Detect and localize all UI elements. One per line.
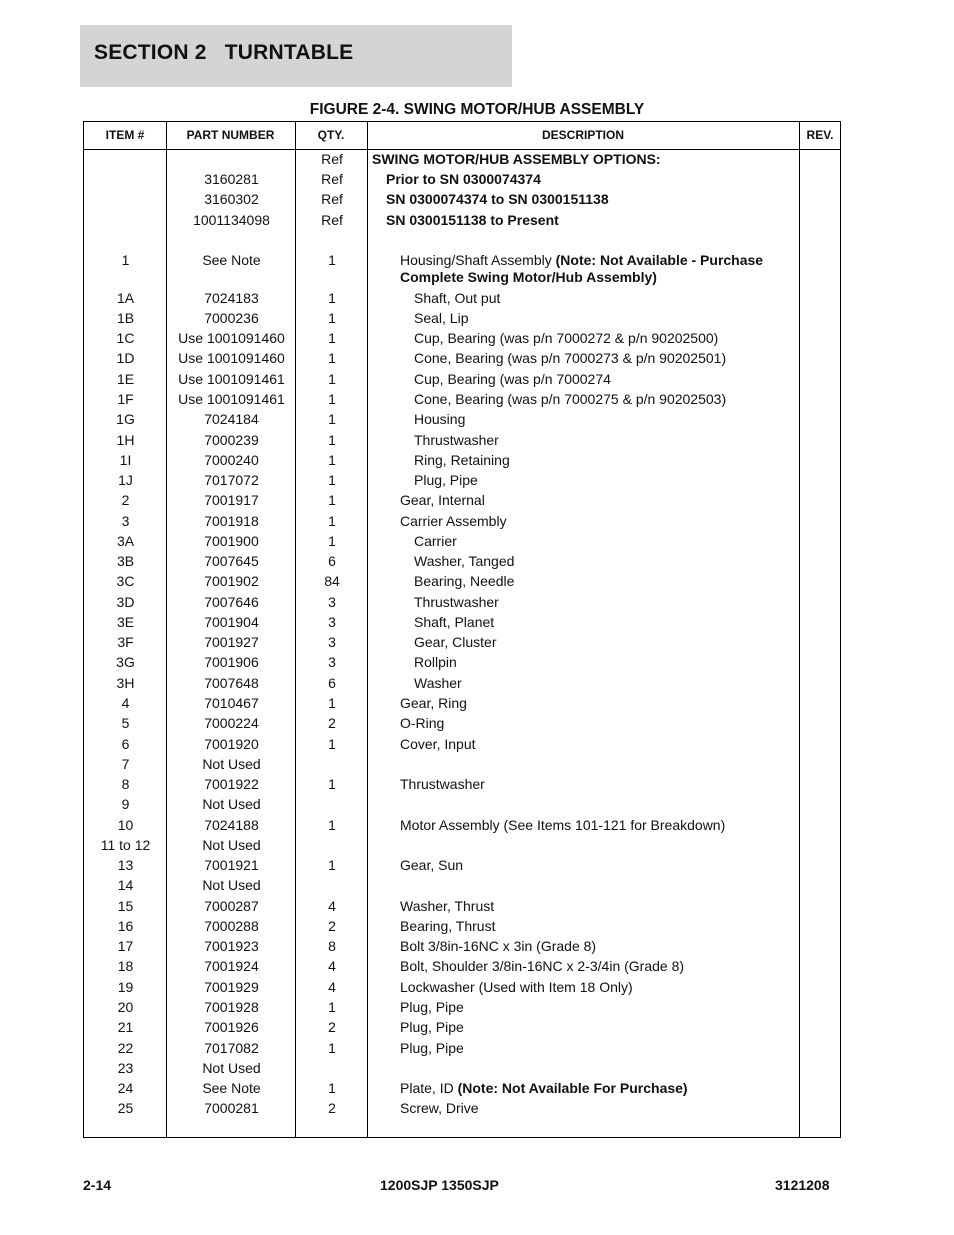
description (372, 553, 792, 570)
part-number: 7000281 (204, 1100, 259, 1116)
item-number: 1E (116, 371, 135, 387)
item-number: 1F (117, 391, 134, 407)
part-number: 7010467 (204, 695, 259, 711)
quantity: 1 (328, 695, 336, 711)
part-number: 7001900 (204, 533, 259, 549)
description-text: Gear, Internal (400, 492, 485, 508)
part-number: 3160281 (204, 171, 259, 187)
description-text: SWING MOTOR/HUB ASSEMBLY OPTIONS: (372, 151, 661, 167)
description (372, 151, 792, 168)
item-number: 1J (118, 472, 133, 488)
description (372, 1040, 792, 1057)
description (372, 857, 792, 874)
item-number: 3 (121, 513, 130, 529)
quantity: 1 (328, 1080, 336, 1096)
description-text: Thrustwasher (414, 594, 499, 610)
item-number: 11 to 12 (100, 837, 151, 853)
description-text: Shaft, Planet (414, 614, 495, 630)
item-number: 1C (116, 330, 135, 346)
quantity: 1 (328, 290, 336, 306)
part-number: 7017082 (204, 1040, 259, 1056)
item-number: 3F (117, 634, 134, 650)
description-text: Seal, Lip (414, 310, 469, 326)
description (372, 252, 792, 286)
part-number: Not Used (202, 837, 261, 853)
header-divider (84, 149, 840, 150)
description (372, 492, 792, 509)
description (372, 938, 792, 955)
description-note: (Note: Not Available For Purchase) (457, 1080, 688, 1096)
description (372, 695, 792, 712)
quantity: 1 (328, 310, 336, 326)
item-number: 1A (116, 290, 135, 306)
description (372, 736, 792, 753)
description (372, 191, 792, 208)
quantity: Ref (321, 191, 343, 207)
quantity: 1 (328, 252, 336, 268)
part-number: Use 1001091460 (178, 350, 285, 366)
quantity: 1 (328, 350, 336, 366)
item-number: 23 (117, 1060, 134, 1076)
model-number: 1200SJP 1350SJP (380, 1177, 499, 1193)
quantity: 1 (328, 492, 336, 508)
part-number: 1001134098 (193, 212, 270, 228)
description-text: Washer, Tanged (414, 553, 515, 569)
part-number: 7000239 (204, 432, 259, 448)
quantity: 3 (328, 634, 336, 650)
description (372, 918, 792, 935)
part-number: 7024183 (204, 290, 259, 306)
item-number: 16 (117, 918, 134, 934)
item-number: 13 (117, 857, 134, 873)
document-number: 3121208 (775, 1177, 830, 1193)
description (372, 330, 792, 347)
item-number: 20 (117, 999, 134, 1015)
part-number: 7000236 (204, 310, 259, 326)
part-number: 7000224 (204, 715, 259, 731)
part-number: 7024184 (204, 411, 259, 427)
description (372, 999, 792, 1016)
description (372, 634, 792, 651)
quantity: 1 (328, 857, 336, 873)
description-text: Rollpin (414, 654, 457, 670)
description (372, 573, 792, 590)
description (372, 776, 792, 793)
description-text: Plate, ID (400, 1080, 458, 1096)
quantity: Ref (321, 151, 343, 167)
quantity: 1 (328, 432, 336, 448)
description-text: Lockwasher (Used with Item 18 Only) (400, 979, 633, 995)
quantity: 1 (328, 411, 336, 427)
description (372, 958, 792, 975)
part-number: Not Used (202, 796, 261, 812)
quantity: 1 (328, 330, 336, 346)
description-text: Bolt, Shoulder 3/8in-16NC x 2-3/4in (Grade 8) (400, 958, 685, 974)
quantity: 1 (328, 513, 336, 529)
part-number: 7007646 (204, 594, 259, 610)
item-number: 14 (117, 877, 134, 893)
description-text: Cone, Bearing (was p/n 7000275 & p/n 90202503) (414, 391, 727, 407)
part-number: Use 1001091461 (178, 391, 285, 407)
section-banner (80, 25, 512, 87)
description-text: Thrustwasher (400, 776, 485, 792)
description-text: Washer (414, 675, 462, 691)
item-number: 1I (119, 452, 132, 468)
item-number: 5 (121, 715, 130, 731)
item-number: 3C (116, 573, 135, 589)
quantity: 1 (328, 1040, 336, 1056)
quantity: 1 (328, 533, 336, 549)
description-text: Prior to SN 0300074374 (386, 171, 541, 187)
part-number: 7001918 (204, 513, 259, 529)
parts-table (83, 121, 841, 1138)
quantity: 1 (328, 736, 336, 752)
part-number: Not Used (202, 756, 261, 772)
section-title: SECTION 2 TURNTABLE (94, 41, 354, 64)
part-number: 7001902 (204, 573, 259, 589)
part-number: 7024188 (204, 817, 259, 833)
description (372, 391, 792, 408)
part-number: Not Used (202, 877, 261, 893)
quantity: 1 (328, 817, 336, 833)
description (372, 898, 792, 915)
description (372, 1080, 792, 1097)
quantity: 1 (328, 472, 336, 488)
description-text: Gear, Sun (400, 857, 464, 873)
part-number: 7001917 (204, 492, 259, 508)
item-number: 4 (121, 695, 130, 711)
figure-title: FIGURE 2-4. SWING MOTOR/HUB ASSEMBLY (309, 101, 645, 118)
part-number: 7001923 (204, 938, 259, 954)
description (372, 675, 792, 692)
part-number: 7017072 (204, 472, 259, 488)
quantity: 4 (328, 979, 336, 995)
description-text: Housing (414, 411, 466, 427)
description-text: Gear, Cluster (414, 634, 497, 650)
item-number: 18 (117, 958, 134, 974)
column-header-item: ITEM # (105, 128, 145, 142)
description (372, 432, 792, 449)
part-number: 7001928 (204, 999, 259, 1015)
quantity: Ref (321, 171, 343, 187)
column-header-rev: REV. (806, 128, 834, 142)
description (372, 212, 792, 229)
quantity: 2 (328, 715, 336, 731)
description (372, 452, 792, 469)
description-text: Bolt 3/8in-16NC x 3in (Grade 8) (400, 938, 597, 954)
quantity: 8 (328, 938, 336, 954)
description-text: Cup, Bearing (was p/n 7000272 & p/n 90202500) (414, 330, 719, 346)
part-number: 7000287 (204, 898, 259, 914)
part-number: 7001929 (204, 979, 259, 995)
description (372, 310, 792, 327)
quantity: 1 (328, 452, 336, 468)
description (372, 290, 792, 307)
part-number: 7001922 (204, 776, 259, 792)
item-number: 1H (116, 432, 135, 448)
quantity: 1 (328, 999, 336, 1015)
item-number: 1B (116, 310, 135, 326)
item-number: 3G (116, 654, 135, 670)
description (372, 817, 792, 834)
part-number: 3160302 (204, 191, 259, 207)
item-number: 1D (116, 350, 135, 366)
description-text: O-Ring (400, 715, 445, 731)
quantity: Ref (321, 212, 343, 228)
item-number: 10 (117, 817, 134, 833)
item-number: 25 (117, 1100, 134, 1116)
description-text: Washer, Thrust (400, 898, 495, 914)
part-number: 7007645 (204, 553, 259, 569)
quantity: 3 (328, 654, 336, 670)
description-text: Plug, Pipe (400, 999, 464, 1015)
item-number: 6 (121, 736, 130, 752)
item-number: 3E (116, 614, 135, 630)
column-header-qty: QTY. (317, 128, 345, 142)
description-note: (Note: Not Available - Purchase Complete Swing Motor/Hub Assembly) (400, 252, 764, 285)
description-text: Cup, Bearing (was p/n 7000274 (414, 371, 611, 387)
description-text: SN 0300074374 to SN 0300151138 (386, 191, 609, 207)
description-text: Gear, Ring (400, 695, 467, 711)
description-text: Motor Assembly (See Items 101-121 for Breakdown) (400, 817, 726, 833)
item-number: 1 (121, 252, 130, 268)
description-text: Bearing, Thrust (400, 918, 496, 934)
item-number: 7 (121, 756, 130, 772)
part-number: Not Used (202, 1060, 261, 1076)
page-number: 2-14 (83, 1177, 112, 1193)
description-text: Plug, Pipe (400, 1019, 464, 1035)
item-number: 9 (121, 796, 130, 812)
description-text: Carrier Assembly (400, 513, 507, 529)
part-number: 7000240 (204, 452, 259, 468)
part-number: Use 1001091460 (178, 330, 285, 346)
part-number: Use 1001091461 (178, 371, 285, 387)
column-header-description: DESCRIPTION (541, 128, 624, 142)
item-number: 1G (116, 411, 135, 427)
part-number: See Note (202, 1080, 261, 1096)
description (372, 979, 792, 996)
quantity: 2 (328, 1100, 336, 1116)
description (372, 171, 792, 188)
quantity: 1 (328, 776, 336, 792)
description (372, 371, 792, 388)
item-number: 24 (117, 1080, 134, 1096)
description (372, 513, 792, 530)
description (372, 1019, 792, 1036)
description (372, 411, 792, 428)
description-text: Screw, Drive (400, 1100, 479, 1116)
part-number: 7001904 (204, 614, 259, 630)
description-text: Plug, Pipe (400, 1040, 464, 1056)
quantity: 4 (328, 898, 336, 914)
description-text: Cone, Bearing (was p/n 7000273 & p/n 90202501) (414, 350, 727, 366)
item-number: 17 (117, 938, 134, 954)
quantity: 1 (328, 371, 336, 387)
part-number: 7001924 (204, 958, 259, 974)
part-number: 7001926 (204, 1019, 259, 1035)
part-number: 7001921 (204, 857, 259, 873)
description (372, 715, 792, 732)
description-text: Shaft, Out put (414, 290, 501, 306)
quantity: 2 (328, 918, 336, 934)
description (372, 614, 792, 631)
part-number: 7007648 (204, 675, 259, 691)
part-number: See Note (202, 252, 261, 268)
item-number: 3D (116, 594, 135, 610)
description-text: SN 0300151138 to Present (386, 212, 559, 228)
quantity: 2 (328, 1019, 336, 1035)
quantity: 4 (328, 958, 336, 974)
description-text: Carrier (414, 533, 457, 549)
quantity: 6 (328, 553, 336, 569)
part-number: 7000288 (204, 918, 259, 934)
part-number: 7001920 (204, 736, 259, 752)
part-number: 7001927 (204, 634, 259, 650)
column-divider (799, 122, 800, 1137)
description (372, 594, 792, 611)
quantity: 3 (328, 614, 336, 630)
part-number: 7001906 (204, 654, 259, 670)
description (372, 654, 792, 671)
item-number: 3A (116, 533, 135, 549)
item-number: 3H (116, 675, 135, 691)
quantity: 1 (328, 391, 336, 407)
description-text: Ring, Retaining (414, 452, 510, 468)
description (372, 533, 792, 550)
item-number: 3B (116, 553, 135, 569)
item-number: 15 (117, 898, 134, 914)
quantity: 84 (324, 573, 340, 589)
description-text: Cover, Input (400, 736, 476, 752)
description-text: Plug, Pipe (414, 472, 478, 488)
description (372, 472, 792, 489)
column-header-part-number: PART NUMBER (186, 128, 275, 142)
description (372, 1100, 792, 1117)
item-number: 8 (121, 776, 130, 792)
item-number: 21 (117, 1019, 134, 1035)
description-text: Bearing, Needle (414, 573, 515, 589)
description-text: Thrustwasher (414, 432, 499, 448)
quantity: 3 (328, 594, 336, 610)
description (372, 350, 792, 367)
description-text: Housing/Shaft Assembly (400, 252, 556, 268)
quantity: 6 (328, 675, 336, 691)
item-number: 22 (117, 1040, 134, 1056)
item-number: 2 (121, 492, 130, 508)
item-number: 19 (117, 979, 134, 995)
